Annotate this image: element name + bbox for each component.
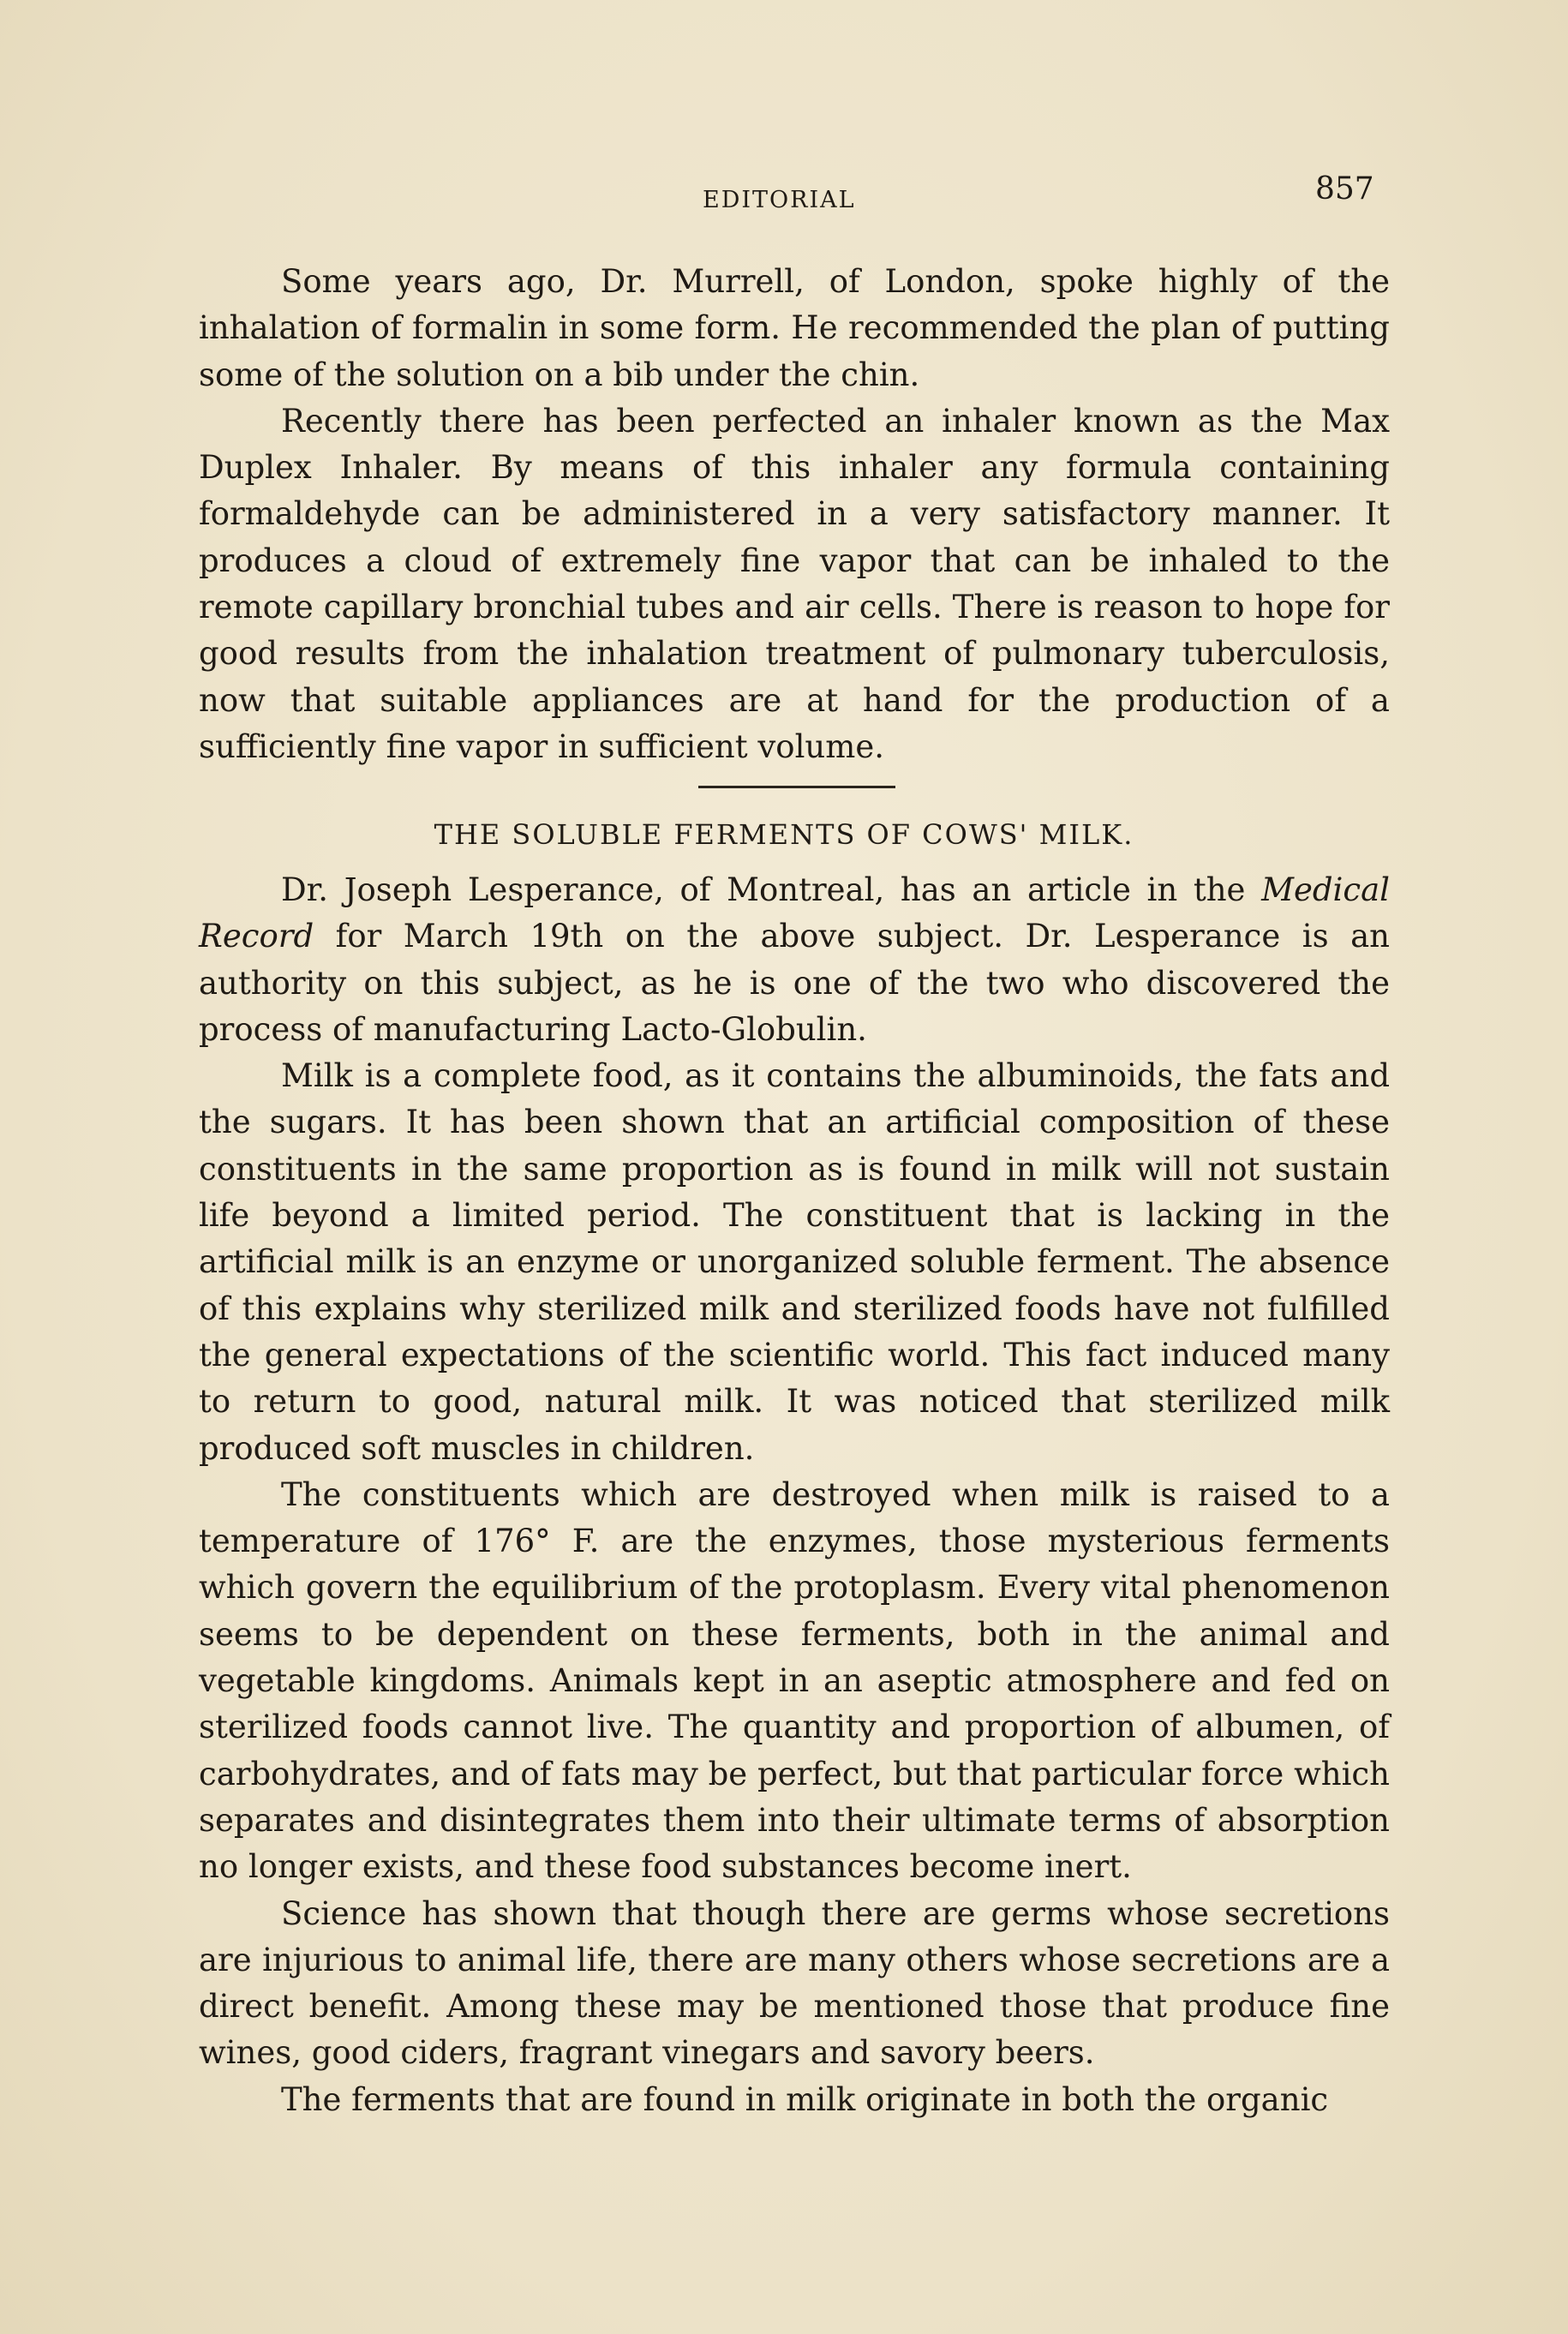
section-divider xyxy=(698,786,895,788)
paragraph-max-duplex-inhaler: Recently there has been perfected an inhaler known as the Max Duplex Inhaler. By means of this inhaler any formula containing formaldehyde can be administered in a very satisfactory manner. It produces a cloud of extremely fine vapor that can be inhaled to the remote capillary bronchial tubes and air cells. There is reason to hope for good results from the inhalation treatment of pulmonary tuberculosis, now that suitable appliances are at hand for the production of a sufficiently fine vapor in sufficient volume. xyxy=(199,402,1390,765)
page-number: 857 xyxy=(1315,171,1374,206)
soluble-ferments-article xyxy=(199,867,1390,2123)
page-header xyxy=(0,171,1568,223)
journal-title: Medical Record xyxy=(199,871,1390,955)
paragraph-complete-food: Milk is a complete food, as it contains the albuminoids, the fats and the sugars. It has been shown that an artificial composition of these constituents in the same proportion as is found in milk will not sustain life beyond a limited period. The constituent that is lacking in the artificial milk is an enzyme or unorganized soluble ferment. The absence of this explains why sterilized milk and sterilized foods have not fulfilled the general expectations of the scientific world. This fact induced many to return to good, natural milk. It was noticed that sterilized milk produced soft muscles in children. xyxy=(199,1057,1390,1467)
running-title: EDITORIAL xyxy=(703,187,856,213)
paragraph-ferments-origin: The ferments that are found in milk originate in both the organic xyxy=(281,2080,1329,2118)
formalin-inhalation-section xyxy=(199,259,1390,770)
intro-text-start: Dr. Joseph Lesperance, of Montreal, has an article in the xyxy=(281,871,1262,908)
article-heading: THE SOLUBLE FERMENTS OF COWS' MILK. xyxy=(434,818,1134,851)
paragraph-germs: Science has shown that though there are germs whose secretions are injurious to animal life, there are many others whose secretions are a direct benefit. Among these may be mentioned those that produce fine wines, good ciders, fragrant vinegars and savory beers. xyxy=(199,1894,1390,2072)
paragraph-murrell: Some years ago, Dr. Murrell, of London, spoke highly of the inhalation of formalin in some form. He recommended the plan of putting some of the solution on a bib under the chin. xyxy=(199,263,1390,393)
paragraph-enzymes: The constituents which are destroyed when milk is raised to a temperature of 176° F. are the enzymes, those mysterious ferments which govern the equilibrium of the protoplasm. Every vital phenomenon seems to be dependent on these ferments, both in the animal and vegetable kingdoms. Animals kept in an aseptic atmosphere and fed on sterilized foods cannot live. The quantity and proportion of albumen, of carbohydrates, and of fats may be perfect, but that particular force which separates and disintegrates them into their ultimate terms of absorption no longer exists, and these food substances become inert. xyxy=(199,1475,1390,1886)
intro-text-end: for March 19th on the above subject. Dr. Lesperance is an authority on this subject, as he is one of the two who discovered the process of manufacturing Lacto-Globulin. xyxy=(199,918,1390,1048)
paragraph-intro xyxy=(199,867,1390,1053)
